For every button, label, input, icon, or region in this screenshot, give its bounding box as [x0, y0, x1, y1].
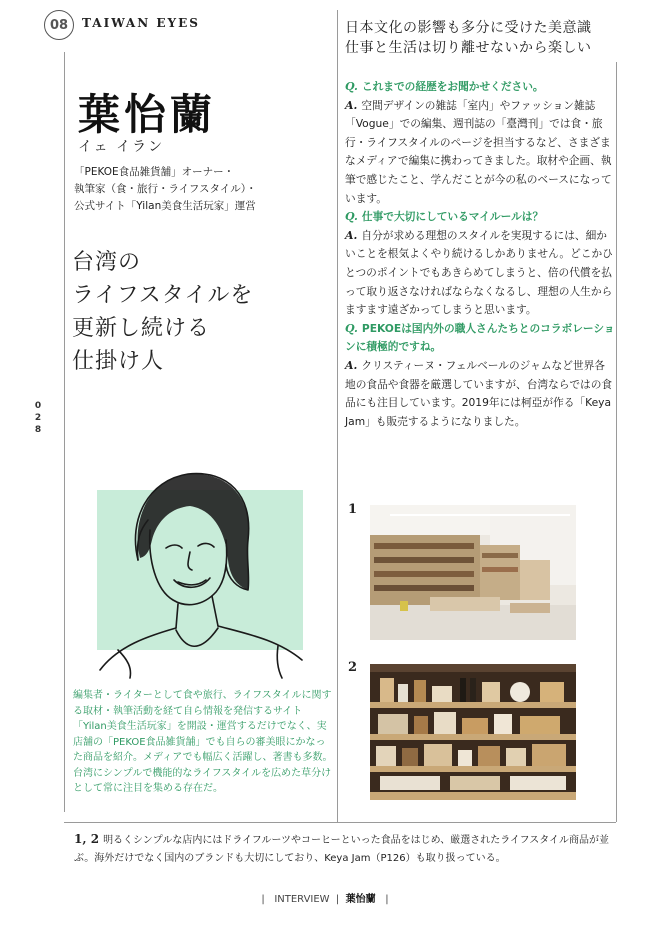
right-rule [616, 62, 617, 822]
page-footer: | INTERVIEW | 葉怡蘭 | [261, 894, 389, 905]
footer-name: 葉怡蘭 [345, 894, 376, 905]
a-mark: A. [345, 228, 358, 242]
center-rule [337, 10, 338, 822]
profile-line: 執筆家（食・旅行・ライフスタイル）・ [74, 183, 257, 195]
caption-text: 明るくシンプルな店内にはドライフルーツやコーヒーといった食品をはじめ、厳選されたライフスタイル商品が並ぶ。海外だけでなく国内のブランドも大切にしており、Keya Jam（P126）も取り扱っている。 [74, 835, 610, 864]
catchcopy-line: ライフスタイルを [72, 283, 254, 308]
portrait-illustration [78, 440, 328, 680]
article-headline [345, 18, 592, 58]
interview-qa [345, 78, 615, 431]
catchcopy-line: 仕掛け人 [72, 349, 165, 374]
answer [345, 227, 615, 320]
page-number-digit: 0 [34, 401, 42, 411]
figure-number-2: 2 [348, 660, 358, 675]
photo-caption [74, 830, 614, 868]
headline-line: 日本文化の影響も多分に受けた美意識 [345, 20, 592, 36]
question [345, 208, 615, 227]
person-profile [74, 164, 257, 215]
answer-text: 自分が求める理想のスタイルを実現するには、細かいことを根気よくやり続けるしかありません。どこかひとつのポイントでもあきらめてしまうと、倍の代償を払って取り返さなければならなくなるし、理想の人生からますます遠ざかってしまうと思います。 [345, 228, 613, 317]
section-title: TAIWAN EYES [82, 16, 200, 30]
page-number-digit: 8 [34, 425, 42, 435]
footer-label: INTERVIEW [274, 894, 330, 905]
catchcopy-line: 更新し続ける [72, 316, 211, 341]
page-number [32, 400, 44, 436]
q-mark: Q. [345, 321, 358, 335]
a-mark: A. [345, 358, 358, 372]
question [345, 320, 615, 357]
answer [345, 357, 615, 431]
issue-number-badge [44, 10, 74, 40]
page-number-digit: 2 [34, 413, 42, 423]
question-text: これまでの経歴をお聞かせください。 [361, 80, 544, 93]
catchcopy-line: 台湾の [72, 250, 142, 275]
catchcopy [72, 246, 253, 378]
question-text: PEKOEは国内外の職人さんたちとのコラボレーションに積極的ですね。 [345, 321, 615, 354]
figure-number-1: 1 [348, 502, 358, 517]
left-rule [64, 52, 65, 812]
profile-line: 「PEKOE食品雑貨舗」オーナー・ [74, 166, 235, 178]
person-bio: 編集者・ライターとして食や旅行、ライフスタイルに関する取材・執筆活動を経て自ら情報を発信するサイト「Yilan美食生活玩家」を開設・運営するだけでなく、実店舗の「PEKOE食品雑貨舗」でも自らの審美眼にかなった商品を紹介。メディアでも幅広く活躍し、著書も多数。台湾にシンプルで機能的なライフスタイルを広めた草分けとして常に注目を集める存在だ。 [73, 690, 333, 794]
shelf-photo [370, 664, 576, 800]
answer [345, 97, 615, 209]
person-name-reading: イェ イラン [78, 139, 165, 155]
question-text: 仕事で大切にしているマイルールは？ [361, 210, 544, 224]
q-mark: Q. [345, 210, 358, 224]
a-mark: A. [345, 98, 358, 112]
caption-rule [64, 822, 616, 823]
headline-line: 仕事と生活は切り離せないから楽しい [345, 40, 592, 56]
store-interior-photo [370, 505, 576, 640]
question [345, 78, 615, 97]
q-mark: Q. [345, 80, 358, 93]
issue-number: 08 [49, 17, 69, 33]
answer-text: 空間デザインの雑誌「室内」やファッション雑誌「Vogue」での編集、週刊誌の「臺灣刊」では食・旅行・ライフスタイルのページを担当するなど、さまざまなメディアで編集に携わってきました。取材や企画、執筆で感じたこと、学んだことが今の私のベースになっています。 [345, 98, 612, 205]
caption-numbers: 1, 2 [74, 832, 100, 846]
person-name: 葉怡蘭 [78, 90, 217, 139]
answer-text: クリスティーヌ・フェルベールのジャムなど世界各地の食品や食器を厳選していますが、台湾ならではの食品にも注目しています。2019年には柯亞が作る「Keya Jam」も販売するようになりました。 [345, 358, 613, 428]
profile-line: 公式サイト「Yilan美食生活玩家」運営 [74, 200, 256, 212]
